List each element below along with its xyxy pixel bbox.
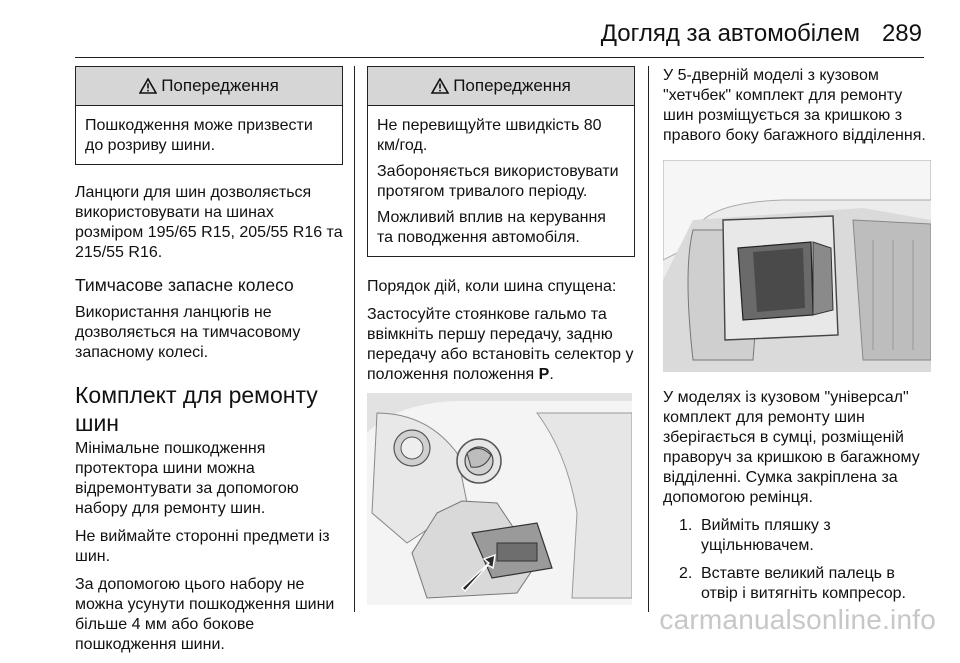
column-2 xyxy=(367,60,635,605)
warning-header xyxy=(368,67,634,106)
paragraph: У 5-дверній моделі з кузовом "хетчбек" комплект для ремонту шин розміщується за кришкою з правого боку багажного відділення. xyxy=(663,67,926,144)
step-number: 2. xyxy=(679,565,693,582)
step-number: 1. xyxy=(679,517,693,534)
warning-header xyxy=(76,67,342,106)
list-item xyxy=(673,564,929,604)
warning-box xyxy=(75,66,343,165)
list-item xyxy=(673,516,929,556)
warning-text: Забороняється використовувати протягом тривалого періоду. xyxy=(377,163,619,200)
paragraph-text: Застосуйте стоянкове гальмо та ввімкніть першу передачу, задню передачу або встановіть селектор у положення положення xyxy=(367,306,634,383)
paragraph xyxy=(367,305,635,385)
illustration-spare-cover xyxy=(367,393,632,605)
warning-title: Попередження xyxy=(161,76,279,95)
paragraph: Мінімальне пошкодження протектора шини можна відремонтувати за допомогою набору для ремонту шин. xyxy=(75,440,299,517)
warning-title: Попередження xyxy=(453,76,571,95)
warning-box xyxy=(367,66,635,257)
gear-position-p: P xyxy=(538,366,550,383)
trunk-interior-drawing xyxy=(663,160,931,372)
paragraph-end: . xyxy=(549,366,554,383)
warning-body xyxy=(76,106,342,164)
section-title: Догляд за автомобілем xyxy=(600,20,860,47)
warning-body xyxy=(368,106,634,256)
illustration-trunk-compartment xyxy=(663,160,931,372)
paragraph: Ланцюги для шин дозволяється використовувати на шинах розміром 195/65 R15, 205/55 R16 та 215/55 R16. xyxy=(75,184,343,261)
paragraph: За допомогою цього набору не можна усунути пошкодження шини більше 4 мм або бокове пошкодження шини. xyxy=(75,576,335,653)
warning-text: Пошкодження може призвести до розриву шини. xyxy=(85,117,313,154)
paragraph: Не виймайте сторонні предмети із шин. xyxy=(75,528,330,565)
column-1 xyxy=(75,60,343,663)
page-header xyxy=(0,0,960,60)
warning-triangle-icon xyxy=(139,78,157,94)
watermark: carmanualsonline.info xyxy=(659,604,936,635)
warning-triangle-icon xyxy=(431,78,449,94)
steps-list xyxy=(663,516,929,604)
page-number: 289 xyxy=(881,20,922,47)
subheading-spare-wheel: Тимчасове запасне колесо xyxy=(75,275,294,295)
header-divider xyxy=(75,57,924,58)
warning-text: Не перевищуйте швидкість 80 км/год. xyxy=(377,117,602,154)
column-divider-1 xyxy=(354,66,355,612)
trunk-cover-drawing xyxy=(367,393,632,605)
paragraph: У моделях із кузовом "універсал" комплект для ремонту шин зберігається в сумці, розміщеній праворуч за кришкою в багажному відділенні. Сумка закріплена за допомогою ремінця. xyxy=(663,389,920,506)
column-3 xyxy=(663,60,929,612)
step-text: Вставте великий палець в отвір і витягніть компресор. xyxy=(701,565,906,602)
paragraph: Використання ланцюгів не дозволяється на тимчасовому запасному колесі. xyxy=(75,304,301,361)
step-text: Вийміть пляшку з ущільнювачем. xyxy=(701,517,831,554)
heading-repair-kit: Комплект для ремонту шин xyxy=(75,382,318,436)
column-divider-2 xyxy=(648,66,649,612)
paragraph: Порядок дій, коли шина спущена: xyxy=(367,278,617,295)
warning-text: Можливий вплив на керування та поводження автомобіля. xyxy=(377,209,606,246)
